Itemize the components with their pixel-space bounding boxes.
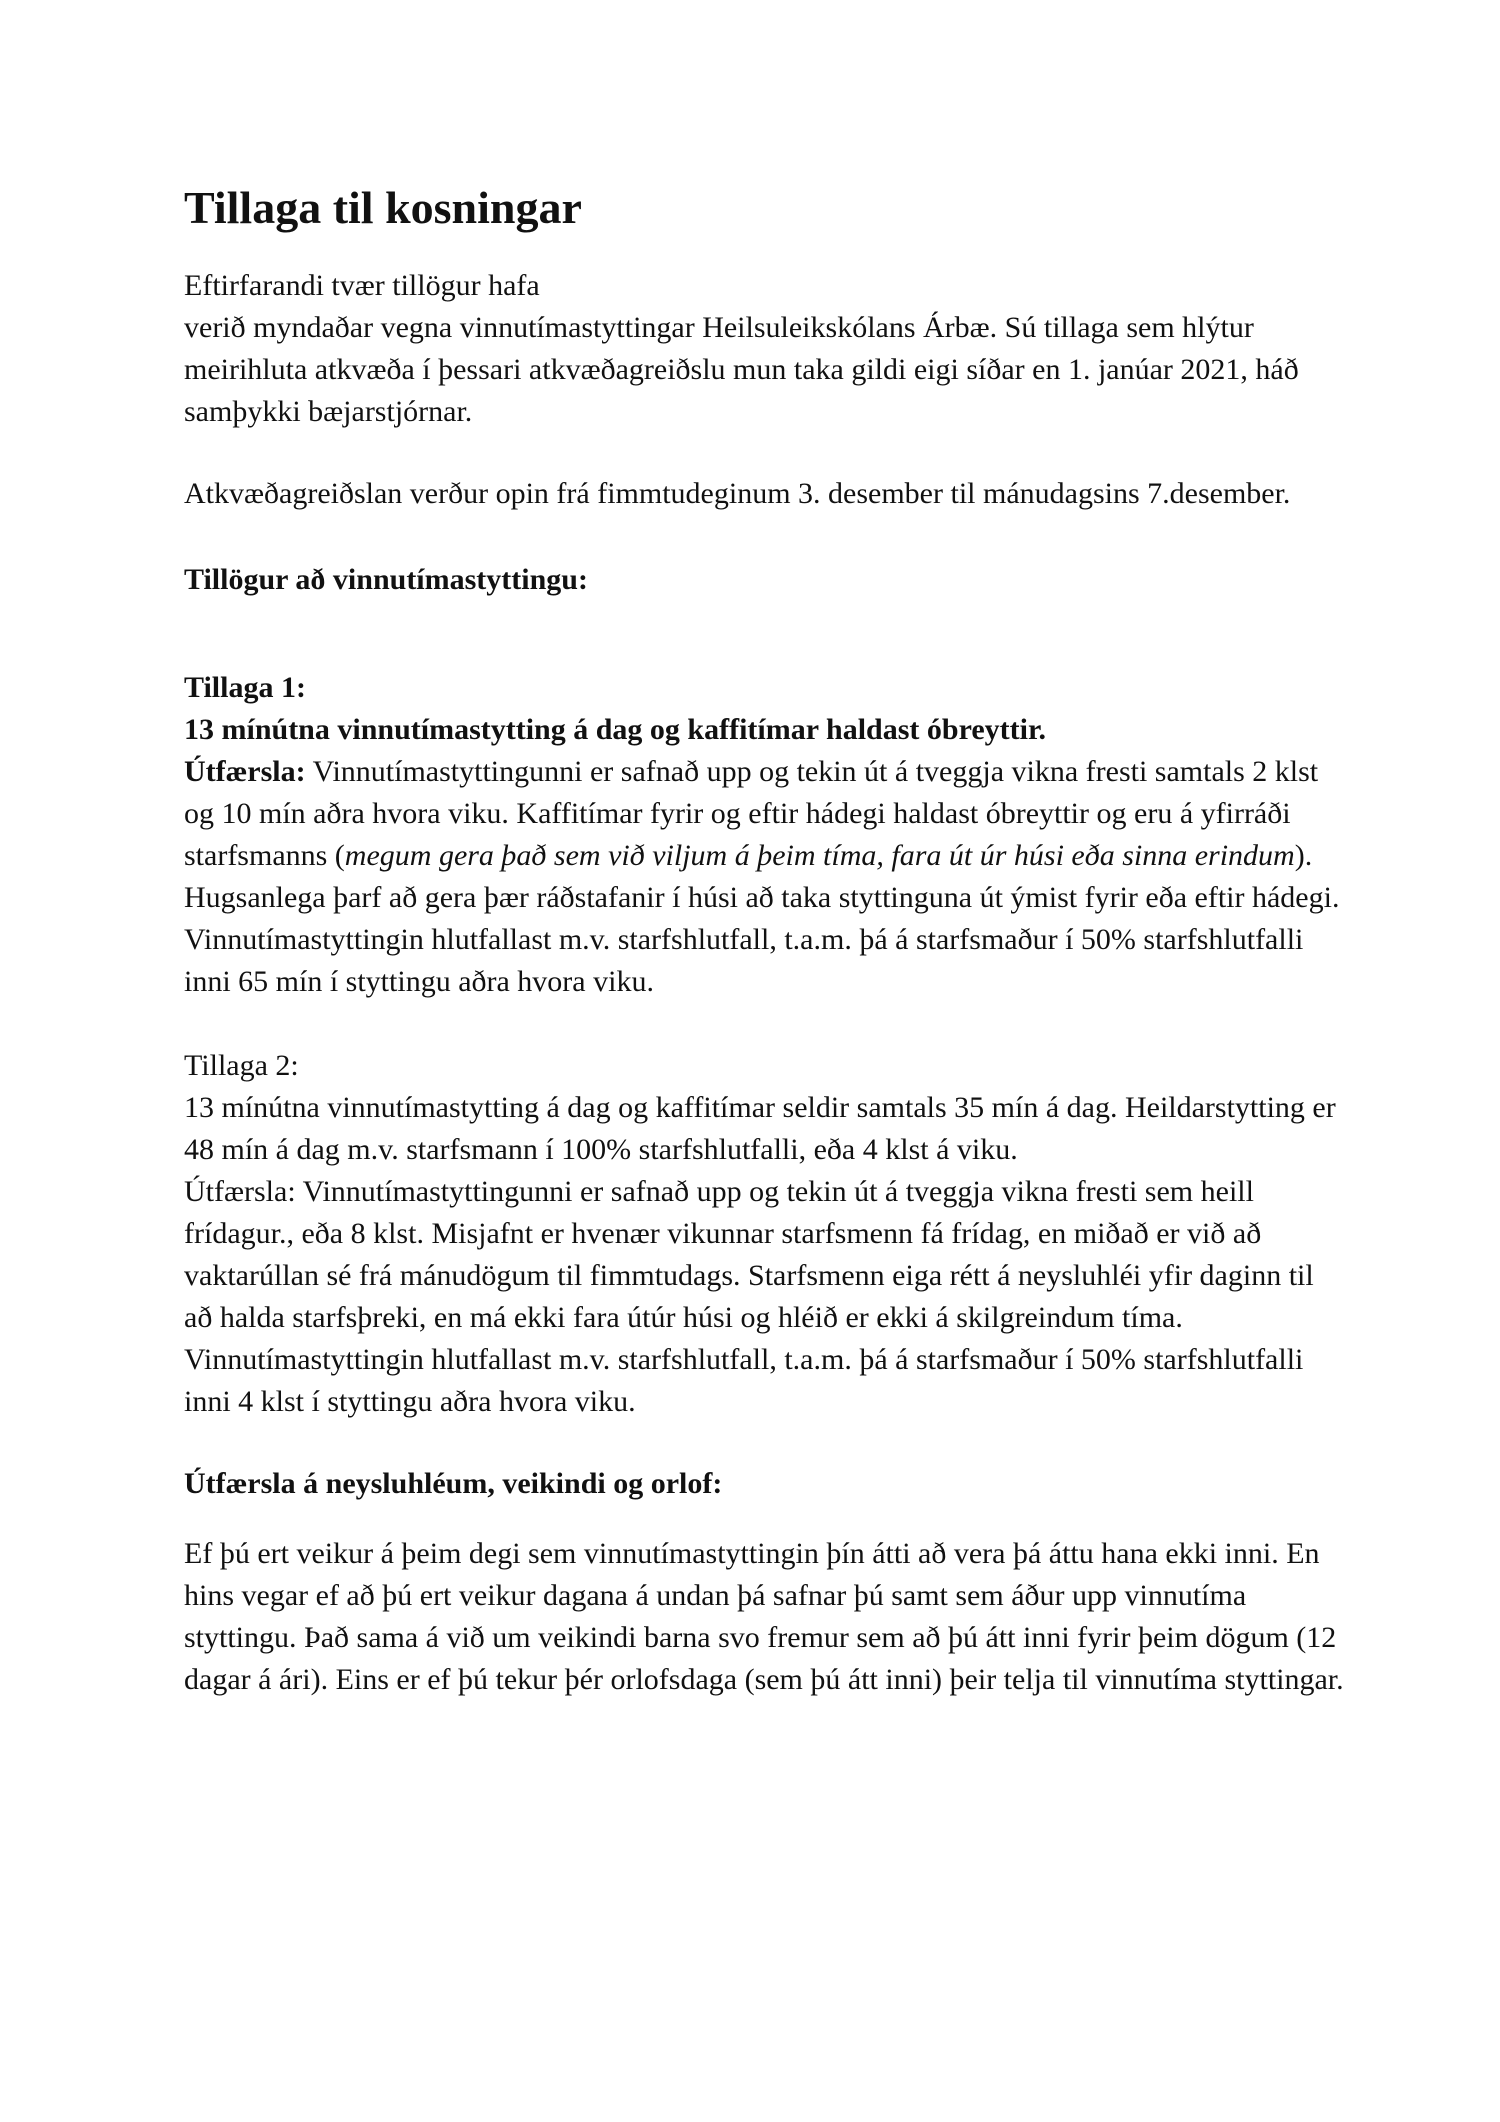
proposal-1-detail-label: Útfærsla: xyxy=(184,755,306,789)
proposal-2-label: Tillaga 2: xyxy=(184,1049,299,1083)
intro-first-line: Eftirfarandi tvær tillögur hafa xyxy=(184,269,540,303)
intro-paragraph xyxy=(184,265,1344,433)
proposal-2-section xyxy=(184,1045,1344,1423)
proposals-heading: Tillögur að vinnutímastyttingu: xyxy=(184,563,588,597)
breaks-paragraph: Ef þú ert veikur á þeim degi sem vinnutímastyttingin þín átti að vera þá áttu hana ekki inni. En hins vegar ef að þú ert veikur dagana á undan þá safnar þú samt sem áður upp vinnutíma styttingu. Það sama á við um veikindi barna svo fremur sem að þú átt inni fyrir þeim dögum (12 dagar á ári). Eins er ef þú tekur þér orlofsdaga (sem þú átt inni) þeir telja til vinnutíma styttingar. xyxy=(184,1537,1344,1697)
proposal-2-summary: 13 mínútna vinnutímastytting á dag og kaffitímar seldir samtals 35 mín á dag. Heildarstytting er 48 mín á dag m.v. starfsmann í 100% starfshlutfalli, eða 4 klst á viku. xyxy=(184,1091,1336,1167)
proposal-1-detail-text-2: ). Hugsanlega þarf að gera þær ráðstafanir í húsi að taka styttinguna út ýmist fyrir eða eftir hádegi. Vinnutímastyttingin hlutfallast m.v. starfshlutfall, t.a.m. þá á starfsmaður í 50% starfshlutfalli inni 65 mín í styttingu aðra hvora viku. xyxy=(184,839,1340,999)
proposal-1-detail-italic: megum gera það sem við viljum á þeim tíma, fara út úr húsi eða sinna erindum xyxy=(344,839,1295,873)
proposal-1-detail-text-1: Vinnutímastyttingunni er safnað upp og tekin út á tveggja vikna fresti samtals 2 klst og 10 mín aðra hvora viku. Kaffitímar fyrir og eftir hádegi haldast óbreyttir og eru á yfirráði starfsmanns ( xyxy=(184,755,1319,873)
proposal-1-label: Tillaga 1: xyxy=(184,671,306,705)
document-title: Tillaga til kosningar xyxy=(184,182,582,233)
proposal-1-detail xyxy=(184,751,1344,1003)
proposal-1-section xyxy=(184,667,1344,1003)
proposal-1-summary: 13 mínútna vinnutímastytting á dag og kaffitímar haldast óbreyttir. xyxy=(184,713,1047,747)
proposal-2-detail: Útfærsla: Vinnutímastyttingunni er safnað upp og tekin út á tveggja vikna fresti sem heill frídagur., eða 8 klst. Misjafnt er hvenær vikunnar starfsmenn fá frídag, en miðað er við að vaktarúllan sé frá mánudögum til fimmtudags. Starfsmenn eiga rétt á neysluhléi yfir daginn til að halda starfsþreki, en má ekki fara útúr húsi og hléið er ekki á skilgreindum tíma. Vinnutímastyttingin hlutfallast m.v. starfshlutfall, t.a.m. þá á starfsmaður í 50% starfshlutfalli inni 4 klst í styttingu aðra hvora viku. xyxy=(184,1175,1314,1419)
document-page xyxy=(184,180,1344,1701)
intro-rest: verið myndaðar vegna vinnutímastyttingar Heilsuleikskólans Árbæ. Sú tillaga sem hlýtur meirihluta atkvæða í þessari atkvæðagreiðslu mun taka gildi eigi síðar en 1. janúar 2021, háð samþykki bæjarstjórnar. xyxy=(184,311,1299,429)
breaks-heading: Útfærsla á neysluhléum, veikindi og orlof: xyxy=(184,1467,723,1501)
voting-period-paragraph: Atkvæðagreiðslan verður opin frá fimmtudeginum 3. desember til mánudagsins 7.desember. xyxy=(184,477,1291,511)
